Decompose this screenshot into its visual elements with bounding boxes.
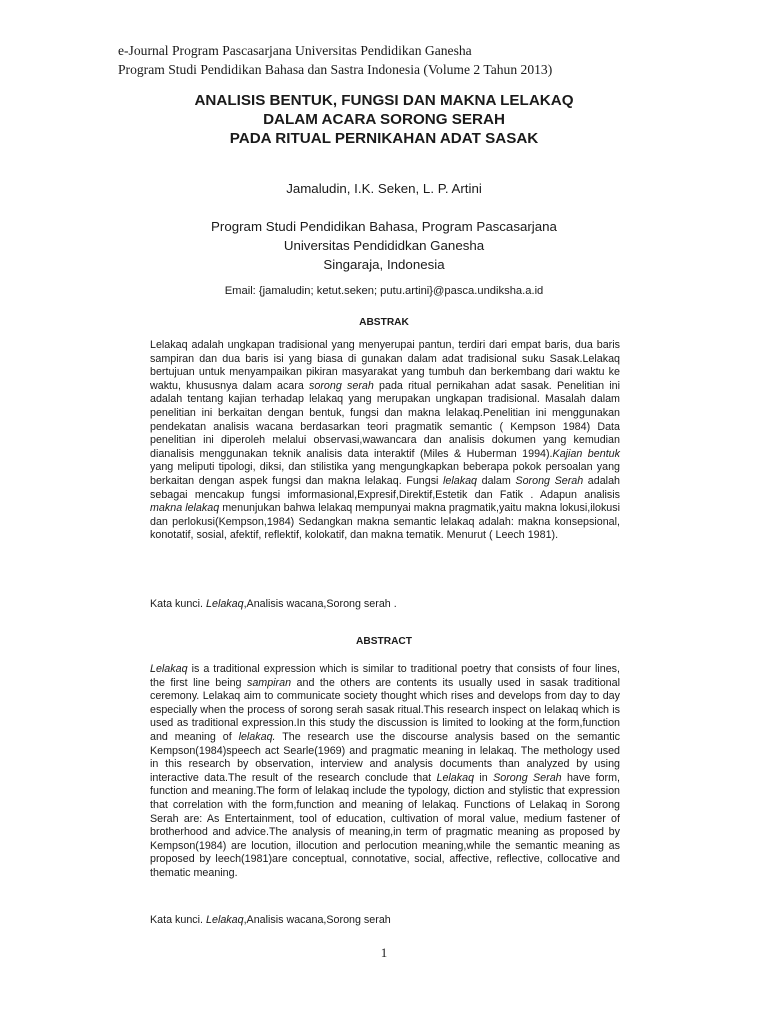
affiliation-line3: Singaraja, Indonesia (323, 257, 445, 272)
page-number: 1 (380, 945, 388, 960)
paper-title-line2: DALAM ACARA SORONG SERAH (263, 111, 505, 128)
abstract-keywords: Kata kunci. Lelakaq,Analisis wacana,Sorong serah (150, 914, 391, 926)
affiliation-line2: Universitas Pendididkan Ganesha (283, 238, 485, 253)
journal-header-line2: Program Studi Pendidikan Bahasa dan Sastra Indonesia (Volume 2 Tahun 2013) (118, 62, 553, 77)
authors: Jamaludin, I.K. Seken, L. P. Artini (286, 181, 482, 196)
abstrak-keywords: Kata kunci. Lelakaq,Analisis wacana,Sorong serah . (150, 598, 397, 610)
affiliation-line1: Program Studi Pendidikan Bahasa, Program Pascasarjana (211, 219, 557, 234)
abstrak-paragraph: Lelakaq adalah ungkapan tradisional yang menyerupai pantun, terdiri dari empat baris, dua baris sampiran dan dua baris isi yang biasa di gunakan dalam adat tradisional suku Sasak.Lelakaq bertujuan untuk menyampaikan pikiran masyarakat yang tumbuh dan berkembang dari waktu ke waktu, khususnya dalam acara sorong serah pada ritual pernikahan adat sasak. Penelitian ini adalah tentang kajian terhadap lelakaq yang merupakan ungkapan tradisional. Masalah dalam penelitian ini berkaitan dengan bentuk, fungsi dan makna lelakaq.Penelitian ini menggunakan pendekatan analisis wacana berdasarkan teori pragmatik semantic ( Kempson 1984) Data penelitian ini diperoleh melalui observasi,wawancara dan analisis dokumen yang kemudian dianalisis menggunakan teknik analisis data interaktif (Miles & Huberman 1994).Kajian bentuk yang meliputi tipologi, diksi, dan stilistika yang mengungkapkan beberapa pokok persoalan yang berkaitan dengan aspek fungsi dan makna lelakaq. Fungsi lelakaq dalam Sorong Serah adalah sebagai mencakup fungsi imformasional,Expresif,Direktif,Estetik dan Fatik . Adapun analisis makna lelakaq menunjukan bahwa lelakaq mempunyai makna pragmatik,yaitu makna lokusi,ilokusi dan perlokusi(Kempson,1984) Sedangkan makna semantic lelakaq adalah: makna konsepsional, konotatif, sosial, afektif, reflektif, kolokatif, dan makna tematik. Menurut ( Leech 1981). (150, 339, 621, 542)
abstract-heading: ABSTRACT (355, 636, 413, 647)
paper-title-line1: ANALISIS BENTUK, FUNGSI DAN MAKNA LELAKAQ (194, 92, 574, 109)
paper-title-line3: PADA RITUAL PERNIKAHAN ADAT SASAK (229, 130, 539, 147)
abstract-paragraph: Lelakaq is a traditional expression which is similar to traditional poetry that consists of four lines, the first line being sampiran and the others are contents its usually used in sasak traditional ceremony. Lelakaq aim to communicate society thought which rises and develops from day to day especially when the process of sorong serah sasak ritual.This research inspect on lelakaq which is used as traditional expression.In this study the discussion is limited to looking at the form,function and meaning of lelakaq. The research use the discourse analysis based on the semantic Kempson(1984)speech act Searle(1969) and pragmatic meaning in lelakaq. The methology used in this research by observation, interview and analysis documents than analyzed by using interactive data.The result of the research conclude that Lelakaq in Sorong Serah have form, function and meaning.The form of lelakaq include the typology, diction and stylistic that expression that correlation with the form,function and meaning of lelakaq. Functions of Lelakaq in Sorong Serah are: As Entertainment, tool of education, cultivation of moral value, medium fastener of brotherhood and advice.The analysis of meaning,in term of pragmatic meaning as proposed by Kempson(1984) are locution, illocution and perlocution meaning,while the semantic meaning as proposed by leech(1981)are conceptual, connotative, social, affective, reflective, collocative and thematic meaning. (150, 663, 620, 879)
journal-header-line1: e-Journal Program Pascasarjana Universitas Pendidikan Ganesha (118, 43, 472, 58)
abstrak-heading: ABSTRAK (359, 317, 409, 328)
author-email: Email: {jamaludin; ketut.seken; putu.artini}@pasca.undiksha.a.id (224, 285, 544, 297)
